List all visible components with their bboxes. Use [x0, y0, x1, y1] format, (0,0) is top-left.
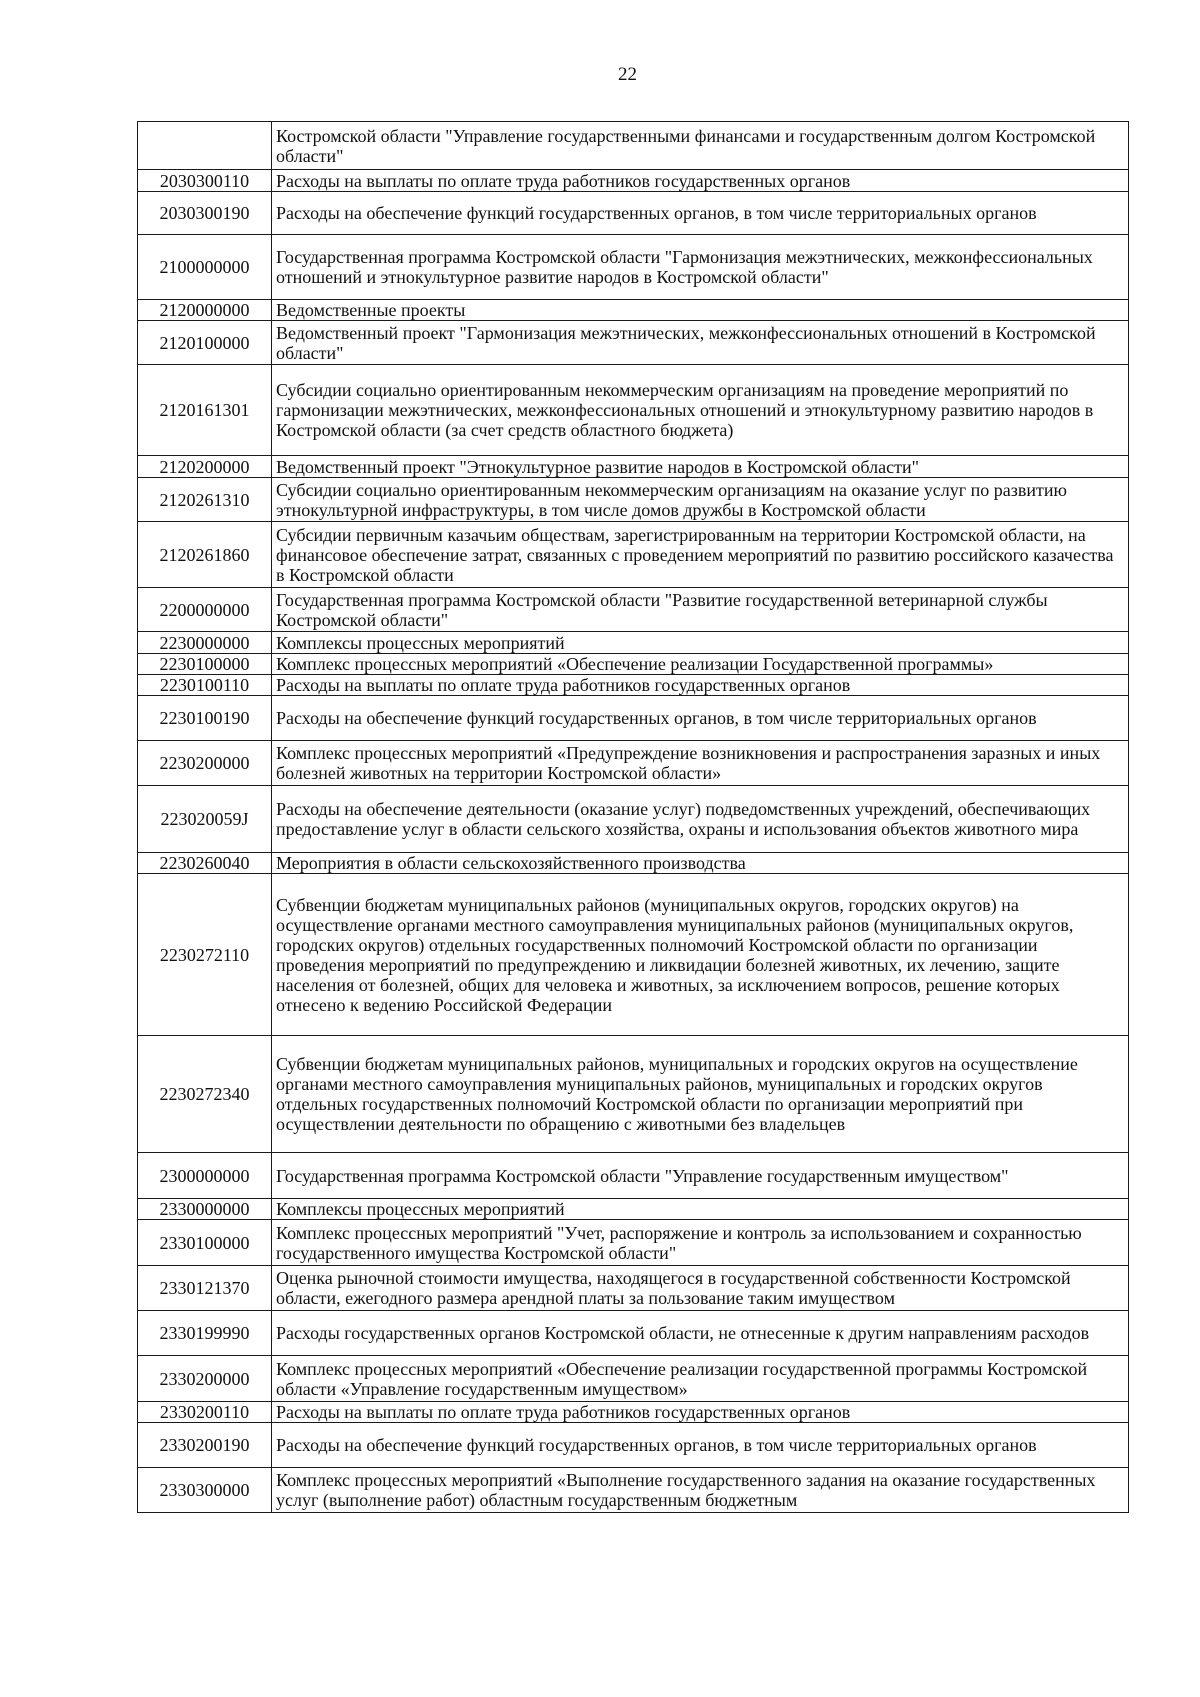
table-row: [138, 1199, 1129, 1220]
row-description: Комплекс процессных мероприятий «Предупреждение возникновения и распространения заразных и иных болезней животных на территории Костромской области»: [272, 741, 1129, 786]
row-description: Комплексы процессных мероприятий: [272, 1199, 1129, 1220]
table-row: [138, 478, 1129, 522]
row-code: 2120261860: [138, 522, 272, 588]
row-code: 2120200000: [138, 456, 272, 478]
row-code: 2330121370: [138, 1266, 272, 1311]
row-description: Костромской области "Управление государственными финансами и государственным долгом Костромской области": [272, 122, 1129, 170]
row-description: Субвенции бюджетам муниципальных районов (муниципальных округов, городских округов) на осуществление органами местного самоуправления муниципальных районов (муниципальных округов, городских округов) отдельных государственных полномочий Костромской области по организации проведения мероприятий по предупреждению и ликвидации болезней животных, их лечению, защите населения от болезней, общих для человека и животных, за исключением вопросов, решение которых отнесено к ведению Российской Федерации: [272, 874, 1129, 1036]
table-row: [138, 1468, 1129, 1513]
row-code: 2230100000: [138, 654, 272, 675]
table-row: [138, 170, 1129, 192]
table-row: [138, 122, 1129, 170]
row-description: Расходы на выплаты по оплате труда работников государственных органов: [272, 170, 1129, 192]
row-description: Мероприятия в области сельскохозяйственного производства: [272, 853, 1129, 874]
table-row: [138, 1153, 1129, 1199]
row-description: Расходы на обеспечение функций государственных органов, в том числе территориальных органов: [272, 696, 1129, 741]
row-description: Расходы государственных органов Костромской области, не отнесенные к другим направлениям расходов: [272, 1311, 1129, 1356]
table-row: [138, 1356, 1129, 1402]
row-code: [138, 122, 272, 170]
row-description: Субсидии социально ориентированным некоммерческим организациям на проведение мероприятий по гармонизации межэтнических, межконфессиональных отношений и этнокультурному развитию народов в Костромской области (за счет средств областного бюджета): [272, 365, 1129, 456]
page-number: 22: [618, 64, 637, 85]
row-description: Субсидии социально ориентированным некоммерческим организациям на оказание услуг по развитию этнокультурной инфраструктуры, в том числе домов дружбы в Костромской области: [272, 478, 1129, 522]
table-row: [138, 321, 1129, 365]
row-description: Оценка рыночной стоимости имущества, находящегося в государственной собственности Костромской области, ежегодного размера арендной платы за пользование таким имуществом: [272, 1266, 1129, 1311]
table-row: [138, 1402, 1129, 1423]
table-row: [138, 675, 1129, 696]
row-description: Комплекс процессных мероприятий «Обеспечение реализации государственной программы Костромской области «Управление государственным имуществом»: [272, 1356, 1129, 1402]
row-description: Комплекс процессных мероприятий «Обеспечение реализации Государственной программы»: [272, 654, 1129, 675]
table-row: [138, 365, 1129, 456]
row-description: Комплекс процессных мероприятий «Выполнение государственного задания на оказание государственных услуг (выполнение работ) областным государственным бюджетным: [272, 1468, 1129, 1513]
row-code: 2230272340: [138, 1036, 272, 1153]
table-row: [138, 300, 1129, 321]
row-code: 2120161301: [138, 365, 272, 456]
row-code: 2230100110: [138, 675, 272, 696]
row-code: 2120000000: [138, 300, 272, 321]
row-code: 2030300190: [138, 192, 272, 235]
table-row: [138, 1220, 1129, 1266]
row-code: 2300000000: [138, 1153, 272, 1199]
row-description: Комплекс процессных мероприятий "Учет, распоряжение и контроль за использованием и сохранностью государственного имущества Костромской области": [272, 1220, 1129, 1266]
row-description: Ведомственный проект "Гармонизация межэтнических, межконфессиональных отношений в Костромской области": [272, 321, 1129, 365]
row-description: Субсидии первичным казачьим обществам, зарегистрированным на территории Костромской области, на финансовое обеспечение затрат, связанных с проведением мероприятий по развитию российского казачества в Костромской области: [272, 522, 1129, 588]
budget-codes-table: [137, 121, 1129, 1513]
row-code: 2230272110: [138, 874, 272, 1036]
row-description: Комплексы процессных мероприятий: [272, 632, 1129, 654]
row-code: 2120100000: [138, 321, 272, 365]
row-code: 2200000000: [138, 588, 272, 632]
row-code: 2330200110: [138, 1402, 272, 1423]
row-code: 2330199990: [138, 1311, 272, 1356]
table-row: [138, 741, 1129, 786]
table-row: [138, 654, 1129, 675]
row-code: 223020059J: [138, 786, 272, 853]
table-row: [138, 786, 1129, 853]
row-code: 2330300000: [138, 1468, 272, 1513]
row-code: 2330200000: [138, 1356, 272, 1402]
table-row: [138, 853, 1129, 874]
table-row: [138, 632, 1129, 654]
table-row: [138, 588, 1129, 632]
row-code: 2030300110: [138, 170, 272, 192]
row-code: 2230260040: [138, 853, 272, 874]
row-code: 2230000000: [138, 632, 272, 654]
table-row: [138, 1311, 1129, 1356]
table-row: [138, 1036, 1129, 1153]
row-code: 2100000000: [138, 235, 272, 300]
row-description: Расходы на обеспечение деятельности (оказание услуг) подведомственных учреждений, обеспечивающих предоставление услуг в области сельского хозяйства, охраны и использования объектов животного мира: [272, 786, 1129, 853]
row-description: Расходы на обеспечение функций государственных органов, в том числе территориальных органов: [272, 192, 1129, 235]
row-code: 2330000000: [138, 1199, 272, 1220]
row-code: 2330200190: [138, 1423, 272, 1468]
table-row: [138, 874, 1129, 1036]
row-description: Расходы на обеспечение функций государственных органов, в том числе территориальных органов: [272, 1423, 1129, 1468]
table-row: [138, 235, 1129, 300]
row-description: Государственная программа Костромской области "Гармонизация межэтнических, межконфессиональных отношений и этнокультурное развитие народов в Костромской области": [272, 235, 1129, 300]
row-description: Государственная программа Костромской области "Управление государственным имуществом": [272, 1153, 1129, 1199]
table-row: [138, 1266, 1129, 1311]
row-description: Расходы на выплаты по оплате труда работников государственных органов: [272, 675, 1129, 696]
row-description: Ведомственные проекты: [272, 300, 1129, 321]
table-row: [138, 192, 1129, 235]
row-code: 2230100190: [138, 696, 272, 741]
row-description: Ведомственный проект "Этнокультурное развитие народов в Костромской области": [272, 456, 1129, 478]
row-code: 2330100000: [138, 1220, 272, 1266]
table-row: [138, 1423, 1129, 1468]
row-description: Субвенции бюджетам муниципальных районов, муниципальных и городских округов на осуществление органами местного самоуправления муниципальных районов, муниципальных и городских округов отдельных государственных полномочий Костромской области по организации мероприятий при осуществлении деятельности по обращению с животными без владельцев: [272, 1036, 1129, 1153]
table-row: [138, 456, 1129, 478]
row-code: 2120261310: [138, 478, 272, 522]
table-body: [138, 122, 1129, 1513]
row-code: 2230200000: [138, 741, 272, 786]
table-row: [138, 522, 1129, 588]
table-row: [138, 696, 1129, 741]
row-description: Государственная программа Костромской области "Развитие государственной ветеринарной службы Костромской области": [272, 588, 1129, 632]
row-description: Расходы на выплаты по оплате труда работников государственных органов: [272, 1402, 1129, 1423]
